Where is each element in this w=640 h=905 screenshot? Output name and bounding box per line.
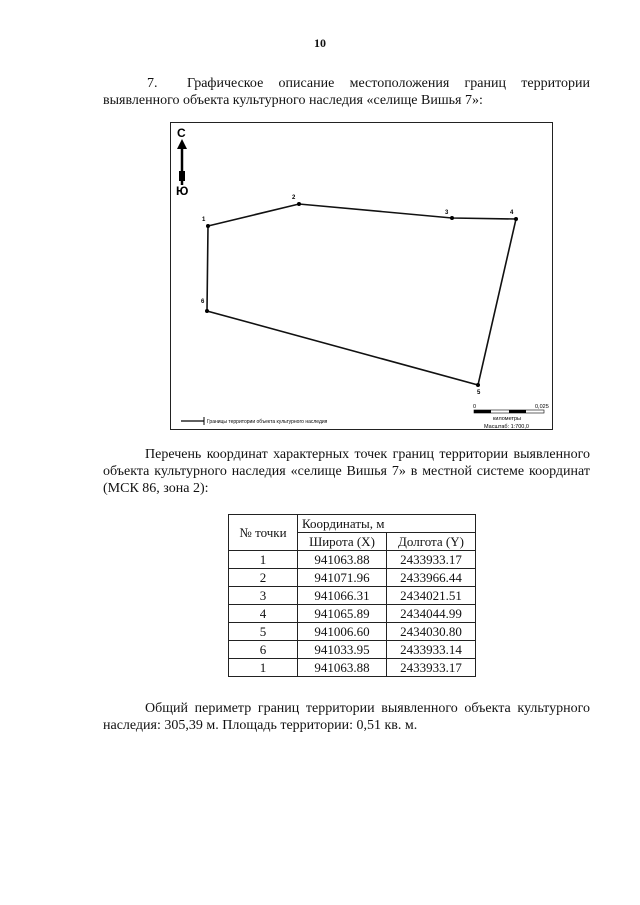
scale-ratio: Масштаб: 1:700,0 bbox=[484, 424, 529, 430]
territory-boundary bbox=[207, 204, 516, 385]
page-number: 10 bbox=[314, 36, 326, 50]
point-no: 3 bbox=[229, 587, 298, 605]
latitude-cell: 941033.95 bbox=[298, 641, 387, 659]
header-point-no: № точки bbox=[229, 515, 298, 551]
point-no: 1 bbox=[229, 551, 298, 569]
north-label: С bbox=[177, 126, 186, 140]
point-label: 4 bbox=[510, 210, 514, 216]
section-number: 7. bbox=[147, 76, 158, 91]
point-marker bbox=[205, 309, 209, 313]
legend-label: Границы территории объекта культурного наследия bbox=[207, 419, 328, 425]
boundary-map bbox=[170, 122, 553, 430]
latitude-cell: 941063.88 bbox=[298, 659, 387, 677]
table-row bbox=[229, 623, 476, 641]
point-no: 5 bbox=[229, 623, 298, 641]
map-legend bbox=[181, 417, 328, 425]
latitude-cell: 941065.89 bbox=[298, 605, 387, 623]
point-label: 6 bbox=[201, 299, 205, 305]
section-heading bbox=[103, 75, 590, 109]
header-coordinates: Координаты, м bbox=[298, 515, 476, 533]
section-title: Графическое описание местоположения границ территории выявленного объекта культурного наследия «селище Вишья 7»: bbox=[103, 76, 590, 108]
point-no: 4 bbox=[229, 605, 298, 623]
point-label: 1 bbox=[202, 217, 206, 223]
point-no: 6 bbox=[229, 641, 298, 659]
point-marker bbox=[206, 224, 210, 228]
scale-start: 0 bbox=[473, 404, 477, 410]
scale-bar bbox=[473, 404, 549, 430]
latitude-cell: 941066.31 bbox=[298, 587, 387, 605]
table-row bbox=[229, 551, 476, 569]
point-marker bbox=[476, 383, 480, 387]
longitude-cell: 2434030.80 bbox=[387, 623, 476, 641]
point-no: 1 bbox=[229, 659, 298, 677]
longitude-cell: 2434021.51 bbox=[387, 587, 476, 605]
point-label: 2 bbox=[292, 195, 296, 201]
table-row bbox=[229, 659, 476, 677]
longitude-cell: 2433933.14 bbox=[387, 641, 476, 659]
latitude-cell: 941006.60 bbox=[298, 623, 387, 641]
table-row bbox=[229, 641, 476, 659]
table-header-row bbox=[229, 515, 476, 533]
boundary-map-canvas bbox=[171, 123, 554, 431]
south-label: Ю bbox=[176, 184, 189, 198]
north-arrow-icon bbox=[176, 126, 188, 198]
longitude-cell: 2434044.99 bbox=[387, 605, 476, 623]
point-label: 5 bbox=[477, 390, 481, 396]
longitude-cell: 2433966.44 bbox=[387, 569, 476, 587]
coordinates-table bbox=[228, 514, 476, 677]
longitude-cell: 2433933.17 bbox=[387, 551, 476, 569]
point-marker bbox=[297, 202, 301, 206]
longitude-cell: 2433933.17 bbox=[387, 659, 476, 677]
scale-unit: километры bbox=[493, 416, 521, 422]
summary-paragraph: Общий периметр границ территории выявленного объекта культурного наследия: 305,39 м. Площадь территории: 0,51 кв. м. bbox=[103, 701, 590, 733]
table-row bbox=[229, 569, 476, 587]
table-row bbox=[229, 605, 476, 623]
scale-end: 0,025 bbox=[535, 404, 549, 410]
table-row bbox=[229, 587, 476, 605]
point-no: 2 bbox=[229, 569, 298, 587]
header-longitude: Долгота (Y) bbox=[387, 533, 476, 551]
point-label: 3 bbox=[445, 210, 449, 216]
header-latitude: Широта (X) bbox=[298, 533, 387, 551]
point-marker bbox=[514, 217, 518, 221]
point-marker bbox=[450, 216, 454, 220]
latitude-cell: 941071.96 bbox=[298, 569, 387, 587]
latitude-cell: 941063.88 bbox=[298, 551, 387, 569]
coordinates-intro: Перечень координат характерных точек границ территории выявленного объекта культурного наследия «селище Вишья 7» в местной системе координат (МСК 86, зона 2): bbox=[103, 447, 590, 496]
boundary-points bbox=[201, 195, 518, 396]
